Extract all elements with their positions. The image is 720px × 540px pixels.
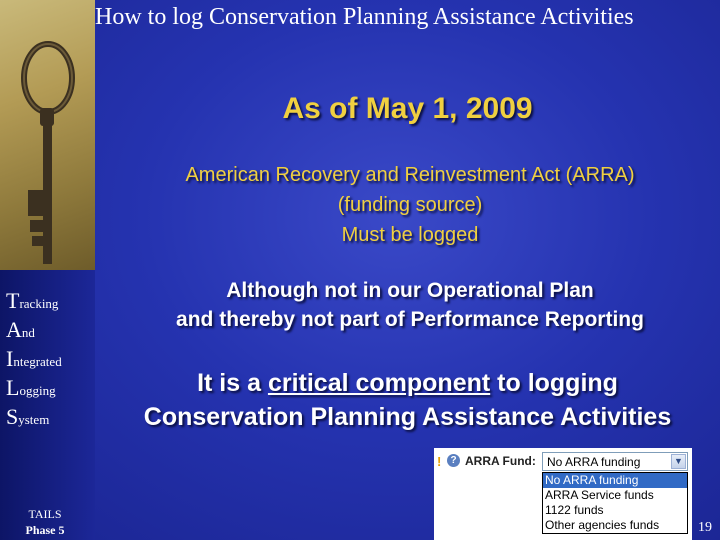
ops-line-2: and thereby not part of Performance Reporting bbox=[176, 308, 644, 331]
option-other-agencies-funds[interactable]: Other agencies funds bbox=[545, 518, 660, 532]
option-no-arra-funding[interactable]: No ARRA funding bbox=[543, 473, 687, 488]
page-number: 19 bbox=[698, 520, 712, 535]
arra-line-3: Must be logged bbox=[341, 224, 479, 246]
help-icon[interactable]: ? bbox=[447, 454, 460, 467]
acronym-row bbox=[6, 373, 62, 402]
tails-acronym bbox=[6, 286, 62, 431]
tails-badge bbox=[10, 506, 80, 538]
option-arra-service-funds[interactable]: ARRA Service funds bbox=[545, 488, 654, 502]
warning-icon: ! bbox=[437, 454, 442, 469]
critical-underlined: critical component bbox=[267, 369, 491, 397]
arra-fund-options-list bbox=[542, 472, 688, 534]
acronym-rest: nd bbox=[21, 325, 35, 340]
antique-key-icon bbox=[0, 0, 95, 270]
acronym-rest: ntegrated bbox=[13, 354, 62, 369]
badge-name: TAILS bbox=[28, 507, 62, 521]
critical-pre: It is a bbox=[197, 369, 268, 397]
slide-title: How to log Conservation Planning Assistance Activities bbox=[95, 4, 634, 30]
arra-fund-label: ARRA Fund: bbox=[465, 454, 536, 468]
ops-line-1: Although not in our Operational Plan bbox=[226, 279, 594, 302]
critical-statement bbox=[95, 366, 720, 434]
chevron-down-icon[interactable]: ▼ bbox=[671, 454, 686, 469]
option-1122-funds[interactable]: 1122 funds bbox=[545, 503, 604, 517]
acronym-initial: T bbox=[6, 288, 20, 313]
arra-fund-select[interactable] bbox=[542, 452, 688, 471]
critical-line-1 bbox=[95, 366, 720, 400]
operational-plan-note bbox=[100, 276, 720, 334]
acronym-initial: I bbox=[6, 346, 14, 371]
arra-notice bbox=[100, 160, 720, 250]
arra-fund-dropdown-widget bbox=[434, 448, 692, 540]
arra-line-1: American Recovery and Reinvestment Act (ARRA) bbox=[185, 164, 635, 186]
critical-post: to logging bbox=[490, 369, 618, 397]
acronym-row bbox=[6, 286, 62, 315]
acronym-rest: ystem bbox=[18, 412, 50, 427]
acronym-row bbox=[6, 344, 62, 373]
acronym-initial: A bbox=[6, 317, 22, 342]
acronym-rest: ogging bbox=[19, 383, 56, 398]
key-image bbox=[0, 0, 95, 270]
acronym-row bbox=[6, 402, 62, 431]
critical-line-2: Conservation Planning Assistance Activities bbox=[143, 403, 672, 431]
badge-phase: Phase 5 bbox=[25, 523, 65, 537]
acronym-initial: S bbox=[6, 404, 19, 429]
arra-fund-selected-value: No ARRA funding bbox=[547, 455, 641, 469]
acronym-rest: racking bbox=[19, 296, 59, 311]
acronym-row bbox=[6, 315, 62, 344]
date-heading: As of May 1, 2009 bbox=[282, 92, 533, 125]
acronym-initial: L bbox=[6, 375, 20, 400]
arra-line-2: (funding source) bbox=[337, 194, 483, 216]
